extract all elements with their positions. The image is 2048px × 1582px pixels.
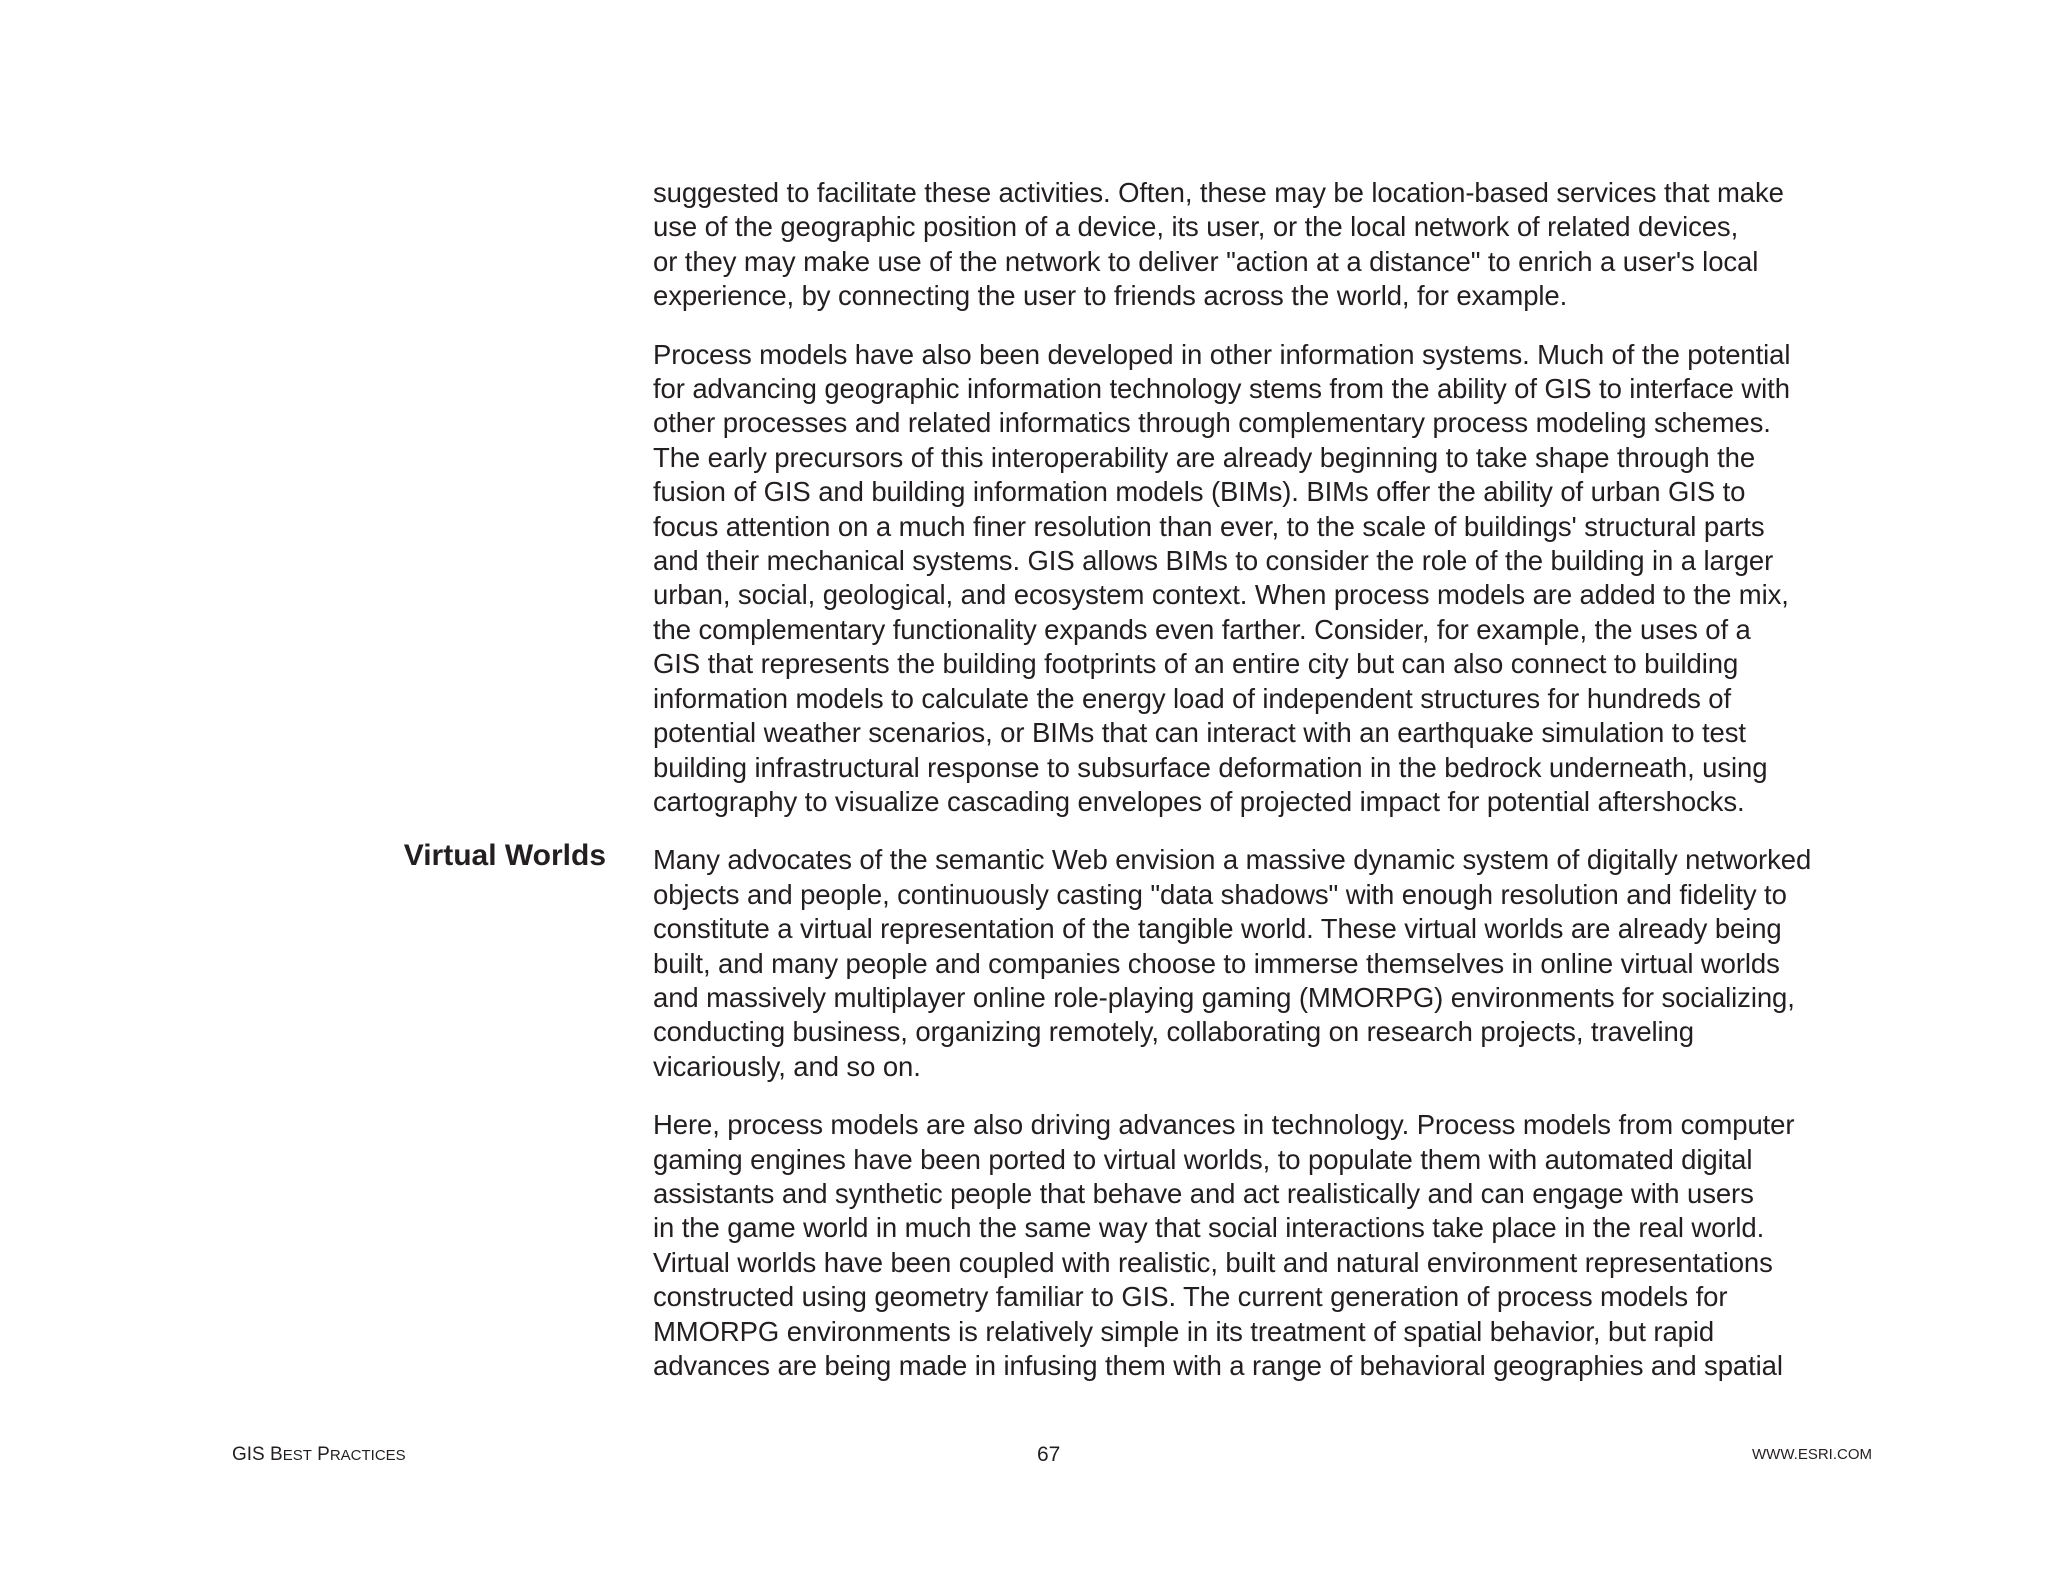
text-line: The early precursors of this interoperability are already beginning to take shape through the <box>653 441 1756 473</box>
text-line: advances are being made in infusing them with a range of behavioral geographies and spatial <box>653 1350 1783 1381</box>
text-line: potential weather scenarios, or BIMs that can interact with an earthquake simulation to test <box>653 717 1746 749</box>
text-line: Virtual worlds have been coupled with realistic, built and natural environment representations <box>653 1246 1773 1278</box>
text-line: urban, social, geological, and ecosystem context. When process models are added to the mix, <box>653 579 1789 611</box>
text-line: vicariously, and so on. <box>653 1050 921 1082</box>
paragraph-virtual-worlds-intro <box>653 843 1875 1084</box>
text-line: Process models have also been developed in other information systems. Much of the potential <box>653 338 1791 370</box>
text-line: fusion of GIS and building information models (BIMs). BIMs offer the ability of urban GIS to <box>653 476 1746 508</box>
text-line: objects and people, continuously casting "data shadows" with enough resolution and fidelity to <box>653 878 1787 910</box>
text-line: and massively multiplayer online role-playing gaming (MMORPG) environments for socializing, <box>653 981 1795 1013</box>
text-line: or they may make use of the network to deliver "action at a distance" to enrich a user's local <box>653 245 1759 277</box>
text-line: for advancing geographic information technology stems from the ability of GIS to interface with <box>653 373 1790 405</box>
text-line: in the game world in much the same way that social interactions take place in the real world. <box>653 1212 1765 1244</box>
text-line: use of the geographic position of a device, its user, or the local network of related devices, <box>653 211 1739 243</box>
footer-title-part: P <box>311 1444 330 1465</box>
text-line: Here, process models are also driving advances in technology. Process models from computer <box>653 1109 1795 1141</box>
text-line: suggested to facilitate these activities. Often, these may be location-based services that make <box>653 177 1784 208</box>
footer-title-part: EST <box>282 1447 312 1464</box>
text-line: gaming engines have been ported to virtual worlds, to populate them with automated digital <box>653 1143 1753 1175</box>
text-line: built, and many people and companies choose to immerse themselves in online virtual worlds <box>653 947 1780 979</box>
text-line: constitute a virtual representation of the tangible world. These virtual worlds are already being <box>653 913 1782 945</box>
section-heading-virtual-worlds: Virtual Worlds <box>403 839 606 872</box>
text-line: Many advocates of the semantic Web envision a massive dynamic system of digitally networked <box>653 844 1812 876</box>
text-line: and their mechanical systems. GIS allows BIMs to consider the role of the building in a larger <box>653 545 1774 577</box>
text-line: information models to calculate the energy load of independent structures for hundreds of <box>653 682 1732 714</box>
text-line: experience, by connecting the user to friends across the world, for example. <box>653 280 1568 312</box>
text-line: constructed using geometry familiar to GIS. The current generation of process models for <box>653 1281 1728 1313</box>
footer-url: WWW.ESRI.COM <box>1752 1446 1872 1463</box>
paragraph-gaming-process-models <box>653 1108 1875 1383</box>
paragraph-process-models-bim <box>653 338 1875 820</box>
text-line: assistants and synthetic people that behave and act realistically and can engage with users <box>653 1177 1754 1209</box>
text-line: focus attention on a much finer resolution than ever, to the scale of buildings' structural parts <box>653 510 1765 542</box>
footer-title-part: RACTICES <box>329 1447 406 1464</box>
text-line: cartography to visualize cascading envelopes of projected impact for potential aftershocks. <box>653 785 1745 817</box>
text-line: building infrastructural response to subsurface deformation in the bedrock underneath, using <box>653 751 1768 783</box>
text-line: the complementary functionality expands even farther. Consider, for example, the uses of a <box>653 613 1751 645</box>
footer-page-number: 67 <box>1037 1443 1061 1466</box>
body-column <box>653 176 1875 1407</box>
text-line: other processes and related informatics through complementary process modeling schemes. <box>653 407 1771 439</box>
paragraph-location-services <box>653 176 1875 314</box>
text-line: GIS that represents the building footprints of an entire city but can also connect to building <box>653 648 1739 680</box>
text-line: MMORPG environments is relatively simple in its treatment of spatial behavior, but rapid <box>653 1315 1715 1347</box>
text-line: conducting business, organizing remotely, collaborating on research projects, traveling <box>653 1016 1694 1048</box>
footer-title-part: GIS B <box>232 1444 283 1465</box>
footer-publication-title <box>232 1444 406 1467</box>
